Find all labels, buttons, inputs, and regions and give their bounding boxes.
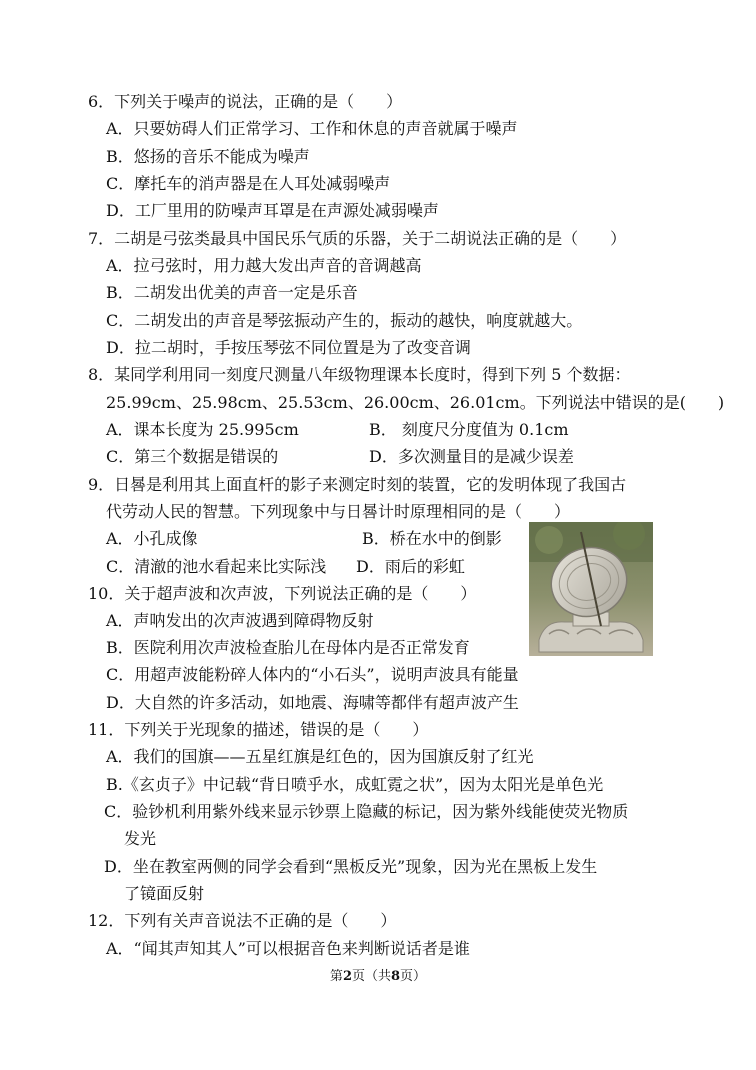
q8-stem-data: 25.99cm、25.98cm、25.53cm、26.00cm、26.01cm。下列说法中错误的是( ) [106, 393, 725, 412]
q6-stem: 6．下列关于噪声的说法，正确的是（ ） [88, 92, 403, 111]
q9-option-c: C．清澈的池水看起来比实际浅 [106, 557, 327, 576]
footer-suffix: 页） [400, 969, 427, 984]
q6-option-c: C．摩托车的消声器是在人耳处减弱噪声 [106, 174, 391, 193]
q8-option-b: B． 刻度尺分度值为 0.1cm [369, 420, 569, 439]
q11-option-c-cont: 发光 [124, 829, 157, 848]
q11-option-b: B.《玄贞子》中记载“背日喷乎水，成虹霓之状”，因为太阳光是单色光 [106, 775, 604, 794]
q11-stem: 11．下列关于光现象的描述，错误的是（ ） [88, 720, 429, 739]
q8-stem: 8．某同学利用同一刻度尺测量八年级物理课本长度时，得到下列 5 个数据： [88, 365, 631, 384]
q7-option-a: A．拉弓弦时，用力越大发出声音的音调越高 [106, 256, 422, 275]
footer-prefix: 第 [329, 969, 343, 984]
q10-option-b: B．医院利用次声波检查胎儿在母体内是否正常发育 [106, 638, 470, 657]
total-pages: 8 [391, 969, 401, 984]
q6-option-d: D．工厂里用的防噪声耳罩是在声源处减弱噪声 [106, 201, 439, 220]
q8-option-d: D．多次测量目的是减少误差 [369, 447, 574, 466]
q7-option-b: B．二胡发出优美的声音一定是乐音 [106, 283, 358, 302]
q8-option-c: C．第三个数据是错误的 [106, 447, 279, 466]
sundial-photo [529, 522, 653, 656]
q11-option-d-cont: 了镜面反射 [124, 884, 205, 903]
q9-stem: 9．日晷是利用其上面直杆的影子来测定时刻的装置，它的发明体现了我国古 [88, 475, 627, 494]
q7-stem: 7．二胡是弓弦类最具中国民乐气质的乐器，关于二胡说法正确的是（ ） [88, 229, 627, 248]
q9-option-d: D．雨后的彩虹 [356, 557, 465, 576]
q12-stem: 12．下列有关声音说法不正确的是（ ） [88, 911, 397, 930]
q10-option-a: A．声呐发出的次声波遇到障碍物反射 [106, 611, 374, 630]
q11-option-a: A．我们的国旗——五星红旗是红色的，因为国旗反射了红光 [106, 747, 534, 766]
q9-option-a: A．小孔成像 [106, 529, 198, 548]
q8-option-a: A．课本长度为 25.995cm [106, 420, 299, 439]
q10-option-c: C．用超声波能粉碎人体内的“小石头”，说明声波具有能量 [106, 665, 519, 684]
q9-stem-cont: 代劳动人民的智慧。下列现象中与日晷计时原理相同的是（ ） [106, 502, 571, 521]
q6-option-b: B．悠扬的音乐不能成为噪声 [106, 147, 310, 166]
page-number: 2 [342, 969, 352, 984]
q9-option-b: B．桥在水中的倒影 [362, 529, 502, 548]
q6-option-a: A．只要妨碍人们正常学习、工作和休息的声音就属于噪声 [106, 119, 518, 138]
page-footer [0, 968, 756, 986]
q10-stem: 10．关于超声波和次声波，下列说法正确的是（ ） [88, 584, 477, 603]
q7-option-c: C．二胡发出的声音是琴弦振动产生的，振动的越快，响度就越大。 [106, 311, 583, 330]
q10-option-d: D．大自然的许多活动，如地震、海啸等都伴有超声波产生 [106, 693, 519, 712]
footer-middle: 页（共 [351, 969, 391, 984]
q12-option-a: A．“闻其声知其人”可以根据音色来判断说话者是谁 [106, 939, 470, 958]
q11-option-d: D．坐在教室两侧的同学会看到“黑板反光”现象，因为光在黑板上发生 [104, 857, 598, 876]
q11-option-c: C．验钞机利用紫外线来显示钞票上隐藏的标记，因为紫外线能使荧光物质 [104, 802, 629, 821]
q7-option-d: D．拉二胡时，手按压琴弦不同位置是为了改变音调 [106, 338, 471, 357]
